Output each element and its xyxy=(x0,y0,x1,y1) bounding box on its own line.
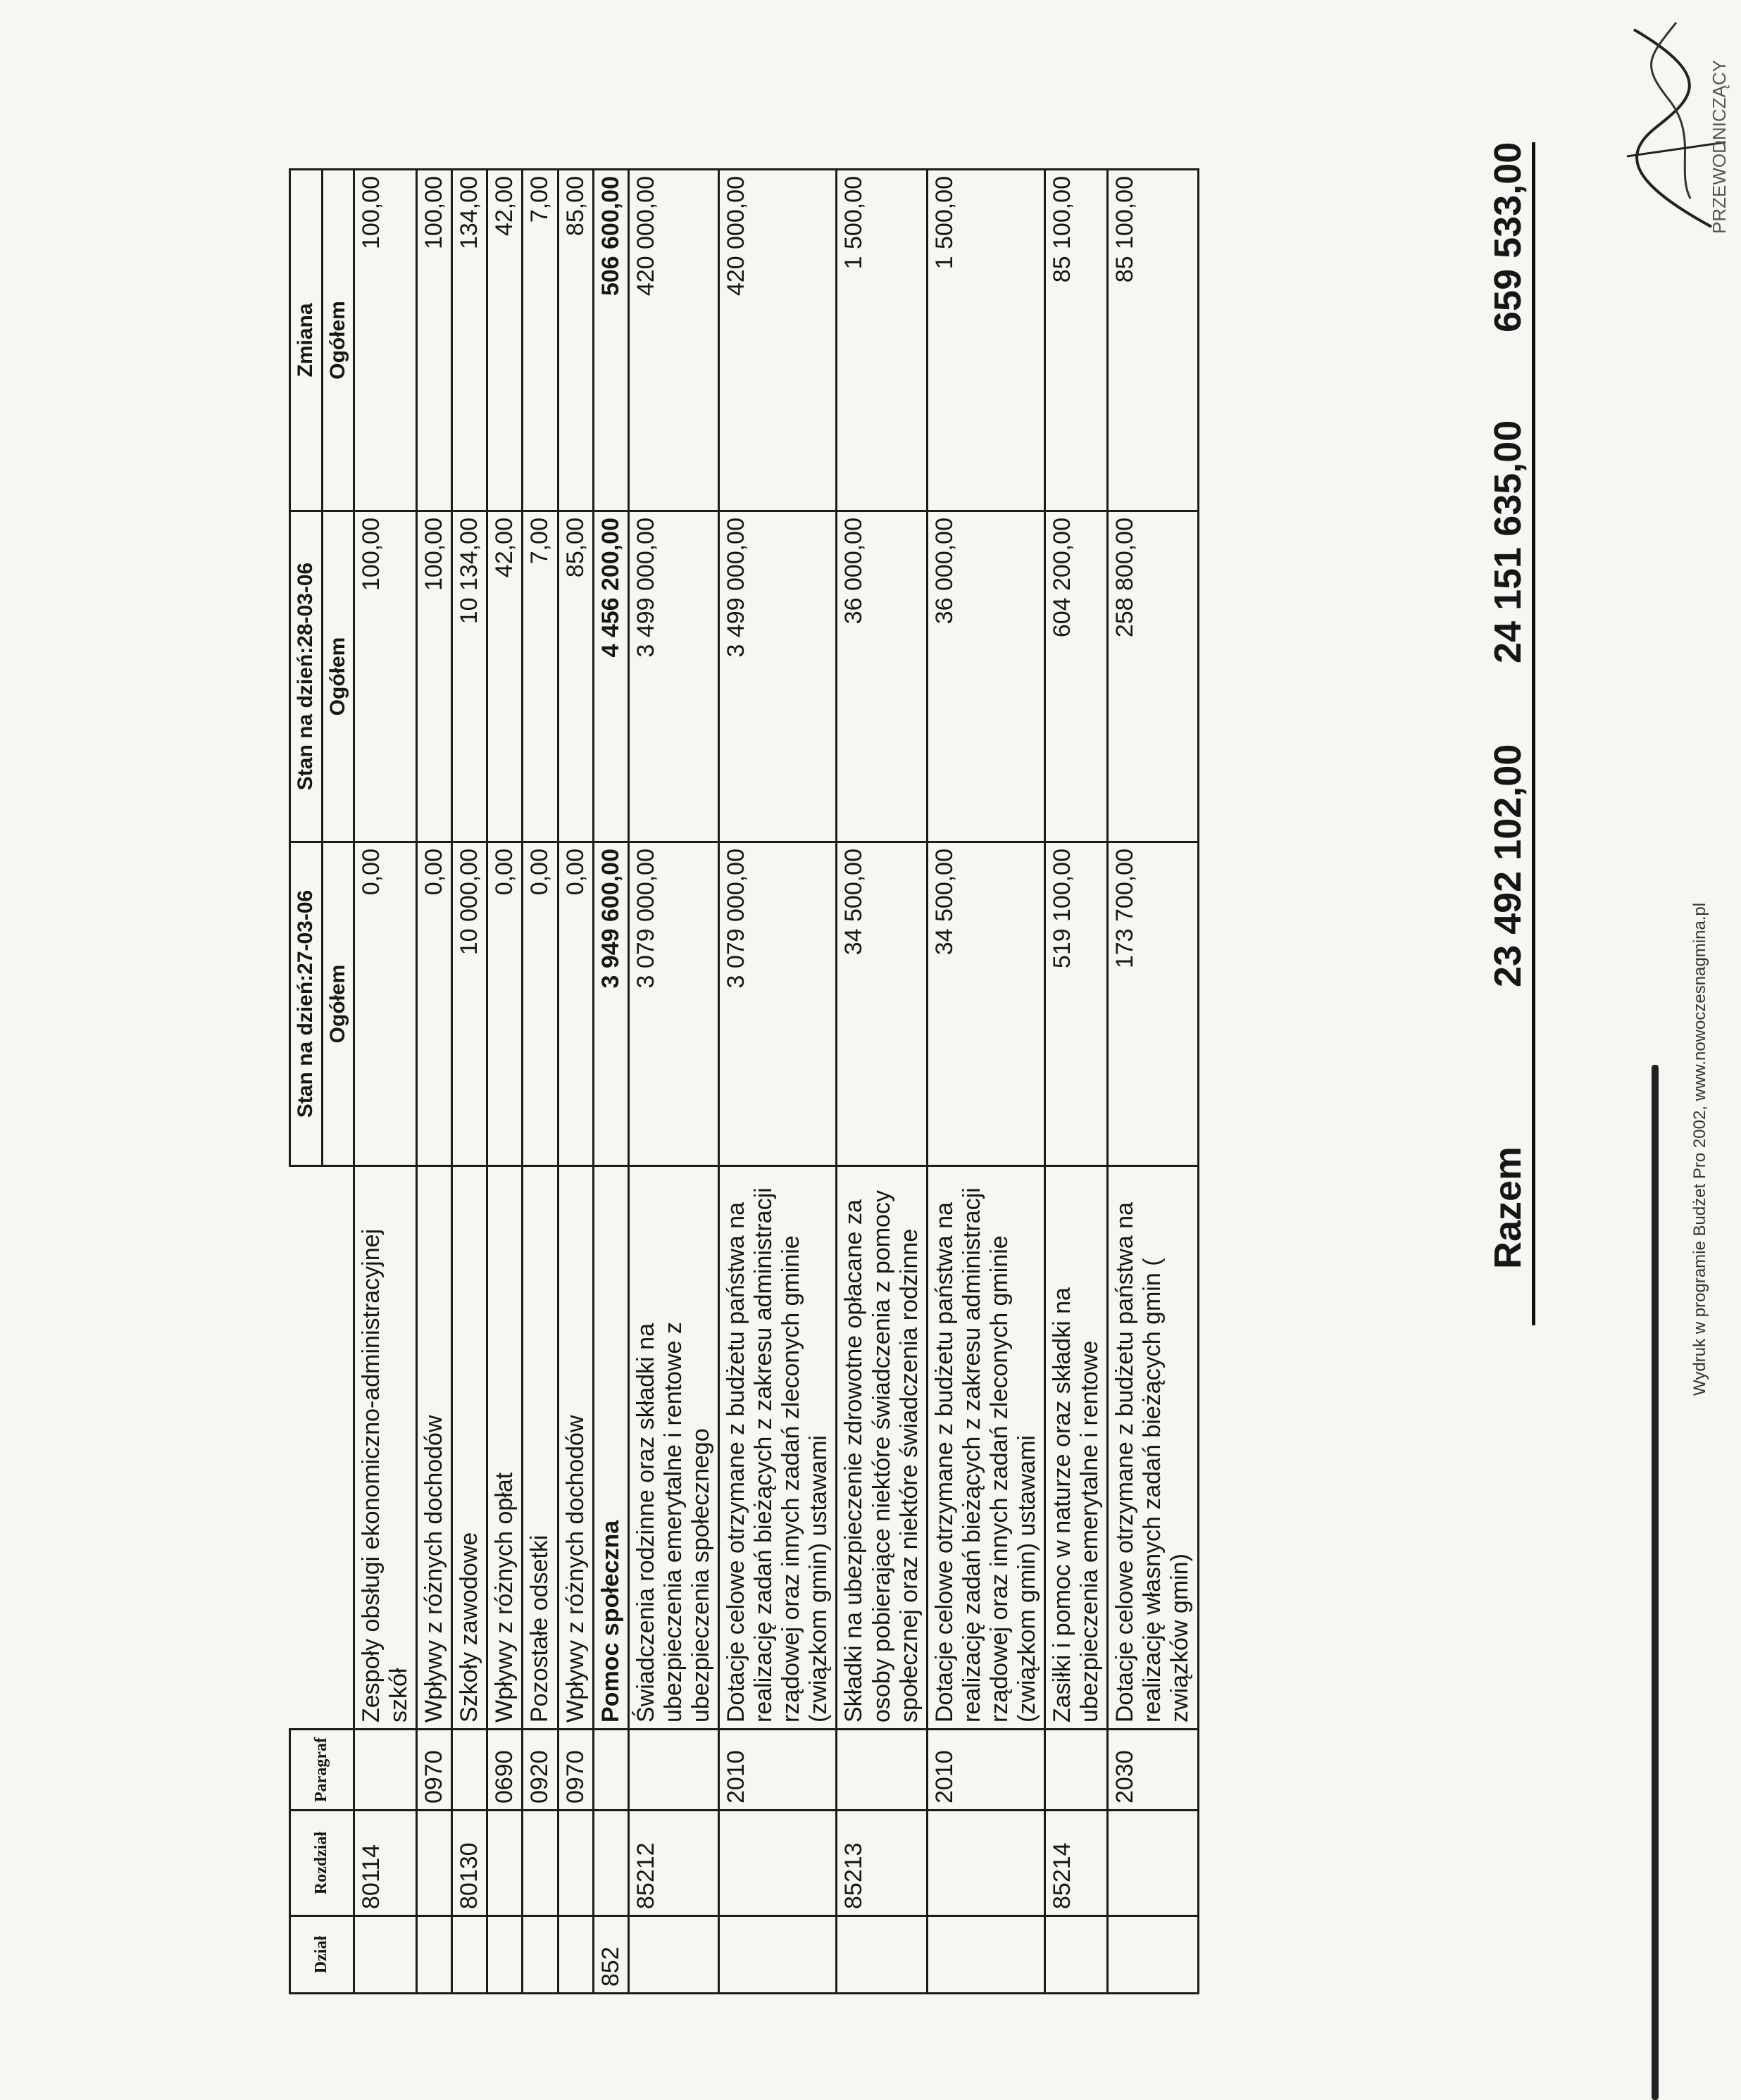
cell-zmiana: 134,00 xyxy=(452,170,487,511)
cell-nazwa: Pomoc społeczna xyxy=(593,1166,628,1730)
cell-nazwa: Dotacje celowe otrzymane z budżetu państwa na realizację zadań bieżących z zakresu administracji rządowej oraz innych zadań zleconych gminie (związkom gmin) ustawami xyxy=(719,1166,837,1730)
cell-stan-1: 519 100,00 xyxy=(1045,842,1108,1166)
cell-paragraf: 0970 xyxy=(558,1730,593,1811)
cell-paragraf: 2010 xyxy=(927,1730,1044,1811)
table-body xyxy=(354,170,1199,1994)
cell-rozdzial: 85214 xyxy=(1045,1811,1108,1916)
cell-rozdzial xyxy=(558,1811,593,1916)
cell-nazwa: Zespoły obsługi ekonomiczno-administracyjnej szkół xyxy=(354,1166,417,1730)
totals-stan-1: 23 492 102,00 xyxy=(1487,744,1529,987)
cell-nazwa: Szkoły zawodowe xyxy=(452,1166,487,1730)
header-paragraf: Paragraf xyxy=(290,1730,354,1811)
cell-rozdzial xyxy=(593,1811,628,1916)
header-stan-2: Stan na dzień:28-03-06 xyxy=(290,511,323,842)
cell-paragraf: 2030 xyxy=(1108,1730,1198,1811)
cell-rozdzial: 80130 xyxy=(452,1811,487,1916)
footer-rule xyxy=(1652,1065,1659,2100)
header-zmiana: Zmiana xyxy=(290,170,323,511)
cell-stan-2: 100,00 xyxy=(354,511,417,842)
cell-zmiana: 420 000,00 xyxy=(719,170,837,511)
cell-rozdzial: 85213 xyxy=(837,1811,927,1916)
cell-zmiana: 420 000,00 xyxy=(628,170,718,511)
cell-nazwa: Pozostałe odsetki xyxy=(523,1166,558,1730)
cell-paragraf: 0970 xyxy=(417,1730,452,1811)
cell-dzial: 852 xyxy=(593,1916,628,1994)
cell-paragraf xyxy=(593,1730,628,1811)
cell-stan-1: 34 500,00 xyxy=(927,842,1044,1166)
table-row xyxy=(628,170,718,1994)
cell-stan-2: 7,00 xyxy=(523,511,558,842)
cell-dzial xyxy=(558,1916,593,1994)
footer-note: Wydruk w programie Budżet Pro 2002, www.nowoczesnagmina.pl xyxy=(1690,902,1709,1396)
signature-stamp-image xyxy=(1606,8,1733,241)
cell-dzial xyxy=(719,1916,837,1994)
cell-rozdzial xyxy=(487,1811,523,1916)
cell-rozdzial xyxy=(927,1811,1044,1916)
totals-label: Razem xyxy=(1487,1146,1529,1269)
cell-stan-1: 10 000,00 xyxy=(452,842,487,1166)
cell-stan-2: 100,00 xyxy=(417,511,452,842)
cell-rozdzial xyxy=(1108,1811,1198,1916)
cell-rozdzial xyxy=(417,1811,452,1916)
totals-row xyxy=(1486,142,1571,1269)
cell-dzial xyxy=(487,1916,523,1994)
cell-zmiana: 42,00 xyxy=(487,170,523,511)
cell-rozdzial: 80114 xyxy=(354,1811,417,1916)
cell-paragraf xyxy=(837,1730,927,1811)
table-row xyxy=(719,170,837,1994)
cell-paragraf xyxy=(628,1730,718,1811)
cell-nazwa: Świadczenia rodzinne oraz składki na ubezpieczenia emerytalne i rentowe z ubezpieczenia społecznego xyxy=(628,1166,718,1730)
header-stan-1: Stan na dzień:27-03-06 xyxy=(290,842,323,1166)
cell-stan-2: 604 200,00 xyxy=(1045,511,1108,842)
cell-stan-1: 3 079 000,00 xyxy=(719,842,837,1166)
cell-zmiana: 100,00 xyxy=(417,170,452,511)
cell-stan-1: 0,00 xyxy=(417,842,452,1166)
cell-nazwa: Dotacje celowe otrzymane z budżetu państwa na realizację własnych zadań bieżących gmin ( związków gmin) xyxy=(1108,1166,1198,1730)
cell-dzial xyxy=(927,1916,1044,1994)
totals-zmiana: 659 533,00 xyxy=(1487,142,1529,332)
table-row xyxy=(354,170,417,1994)
table-row xyxy=(927,170,1044,1994)
cell-stan-2: 4 456 200,00 xyxy=(593,511,628,842)
table-row xyxy=(523,170,558,1994)
cell-zmiana: 85 100,00 xyxy=(1045,170,1108,511)
header-rozdzial: Rozdział xyxy=(290,1811,354,1916)
table-row xyxy=(593,170,628,1994)
cell-stan-1: 0,00 xyxy=(558,842,593,1166)
table-row xyxy=(558,170,593,1994)
cell-rozdzial xyxy=(719,1811,837,1916)
cell-nazwa: Zasiłki i pomoc w naturze oraz składki na ubezpieczenia emerytalne i rentowe xyxy=(1045,1166,1108,1730)
cell-dzial xyxy=(452,1916,487,1994)
cell-paragraf xyxy=(1045,1730,1108,1811)
cell-dzial xyxy=(417,1916,452,1994)
table-row xyxy=(1045,170,1108,1994)
svg-text:PRZEWODNICZĄCY: PRZEWODNICZĄCY xyxy=(1709,60,1730,234)
cell-nazwa: Wpływy z różnych dochodów xyxy=(417,1166,452,1730)
cell-stan-1: 0,00 xyxy=(487,842,523,1166)
cell-paragraf: 2010 xyxy=(719,1730,837,1811)
cell-zmiana: 85,00 xyxy=(558,170,593,511)
cell-zmiana: 1 500,00 xyxy=(927,170,1044,511)
cell-stan-1: 173 700,00 xyxy=(1108,842,1198,1166)
cell-zmiana: 85 100,00 xyxy=(1108,170,1198,511)
cell-nazwa: Składki na ubezpieczenie zdrowotne opłacane za osoby pobierające niektóre świadczenia z pomocy społecznej oraz niektóre świadczenia rodzinne xyxy=(837,1166,927,1730)
cell-paragraf xyxy=(452,1730,487,1811)
table-row xyxy=(1108,170,1198,1994)
cell-stan-2: 258 800,00 xyxy=(1108,511,1198,842)
cell-dzial xyxy=(523,1916,558,1994)
cell-stan-2: 3 499 000,00 xyxy=(719,511,837,842)
header-ogolem-2: Ogółem xyxy=(322,511,354,842)
cell-stan-2: 3 499 000,00 xyxy=(628,511,718,842)
totals-stan-2: 24 151 635,00 xyxy=(1487,420,1529,663)
cell-stan-1: 34 500,00 xyxy=(837,842,927,1166)
cell-stan-1: 3 949 600,00 xyxy=(593,842,628,1166)
cell-stan-1: 0,00 xyxy=(354,842,417,1166)
table-header-row-1 xyxy=(290,170,323,1994)
cell-dzial xyxy=(1108,1916,1198,1994)
table-row xyxy=(837,170,927,1994)
header-blank xyxy=(290,1166,354,1730)
header-dzial: Dział xyxy=(290,1916,354,1994)
cell-rozdzial xyxy=(523,1811,558,1916)
cell-dzial xyxy=(628,1916,718,1994)
header-ogolem-3: Ogółem xyxy=(322,170,354,511)
cell-rozdzial: 85212 xyxy=(628,1811,718,1916)
header-ogolem-1: Ogółem xyxy=(322,842,354,1166)
cell-paragraf: 0690 xyxy=(487,1730,523,1811)
cell-stan-2: 10 134,00 xyxy=(452,511,487,842)
cell-stan-2: 85,00 xyxy=(558,511,593,842)
cell-zmiana: 1 500,00 xyxy=(837,170,927,511)
cell-zmiana: 100,00 xyxy=(354,170,417,511)
cell-stan-2: 42,00 xyxy=(487,511,523,842)
cell-zmiana: 506 600,00 xyxy=(593,170,628,511)
cell-dzial xyxy=(837,1916,927,1994)
table-row xyxy=(487,170,523,1994)
cell-zmiana: 7,00 xyxy=(523,170,558,511)
cell-paragraf: 0920 xyxy=(523,1730,558,1811)
budget-table xyxy=(289,168,1199,1994)
cell-nazwa: Wpływy z różnych dochodów xyxy=(558,1166,593,1730)
cell-stan-1: 0,00 xyxy=(523,842,558,1166)
cell-dzial xyxy=(354,1916,417,1994)
cell-nazwa: Dotacje celowe otrzymane z budżetu państwa na realizację zadań bieżących z zakresu administracji rządowej oraz innych zadań zleconych gminie (związkom gmin) ustawami xyxy=(927,1166,1044,1730)
cell-stan-1: 3 079 000,00 xyxy=(628,842,718,1166)
table-row xyxy=(417,170,452,1994)
cell-dzial xyxy=(1045,1916,1108,1994)
totals-underline xyxy=(1532,142,1535,1325)
cell-stan-2: 36 000,00 xyxy=(927,511,1044,842)
cell-stan-2: 36 000,00 xyxy=(837,511,927,842)
table-row xyxy=(452,170,487,1994)
cell-nazwa: Wpływy z różnych opłat xyxy=(487,1166,523,1730)
cell-paragraf xyxy=(354,1730,417,1811)
